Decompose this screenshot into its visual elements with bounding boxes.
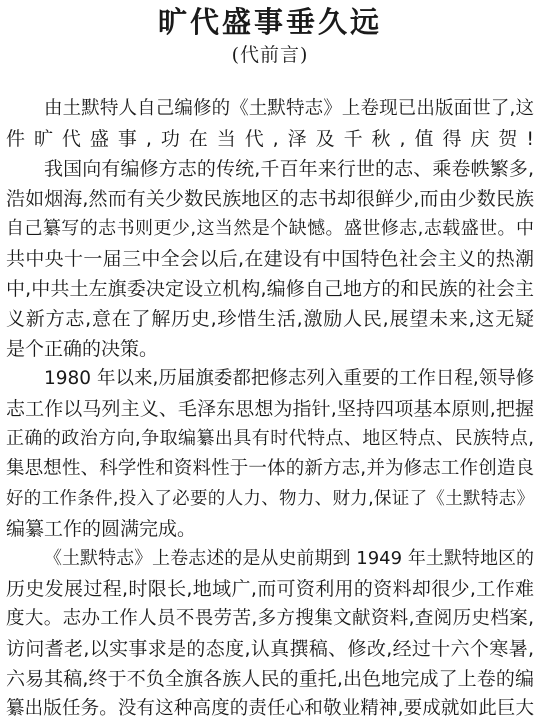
text-line: 由土默特人自己编修的《土默特志》上卷现已出版面世了,这 [44,98,534,119]
text-line: 好的工作条件,投入了必要的人力、物力、财力,保证了《土默特志》 [6,489,534,509]
text-line: 1980 年以来,历届旗委都把修志列入重要的工作日程,领导修 [44,368,534,389]
text-line: 义新方志,意在了解历史,珍惜生活,激励人民,展望未来,这无疑 [6,308,534,330]
text-line: 度大。志办工作人员不畏劳苦,多方搜集文献资料,查阅历史档案, [6,608,534,629]
text-line: 集思想性、科学性和资料性于一体的新方志,并为修志工作创造良 [6,458,534,479]
document-subtitle: (代前言) [231,44,309,66]
text-line: 共中央十一届三中全会以后,在建设有中国特色社会主义的热潮 [6,248,534,270]
text-line: 编纂工作的圆满完成。 [6,518,197,540]
text-line: 志工作以马列主义、毛泽东思想为指针,坚持四项基本原则,把握 [6,398,534,420]
text-line: 历史发展过程,时限长,地域广,而可资利用的资料却很少,工作难 [6,578,534,600]
text-line: 中,中共土左旗委决定设立机构,编修自己地方的和民族的社会主 [6,278,534,300]
text-line: 件旷代盛事,功在当代,泽及千秋,值得庆贺! [6,128,534,150]
document-title: 旷代盛事垂久远 [157,5,382,39]
text-line: 是个正确的决策。 [6,338,159,360]
text-line: 访问耆老,以实事求是的态度,认真撰稿、修改,经过十六个寒暑, [6,638,534,660]
text-line: 《土默特志》上卷志述的是从史前期到 1949 年土默特地区的 [44,548,534,569]
text-line: 六易其稿,终于不负全旗各族人民的重托,出色地完成了上卷的编 [6,668,534,690]
text-line: 纂出版任务。没有这种高度的责任心和敬业精神,要成就如此巨大 [6,698,534,717]
text-line: 正确的政治方向,争取编纂出具有时代特点、地区特点、民族特点, [6,428,534,449]
text-line: 浩如烟海,然而有关少数民族地区的志书却很鲜少,而由少数民族 [6,188,534,210]
text-line: 我国向有编修方志的传统,千百年来行世的志、乘卷帙繁多, [44,158,534,180]
text-line: 自己纂写的志书则更少,这当然是个缺憾。盛世修志,志载盛世。中 [6,218,534,239]
